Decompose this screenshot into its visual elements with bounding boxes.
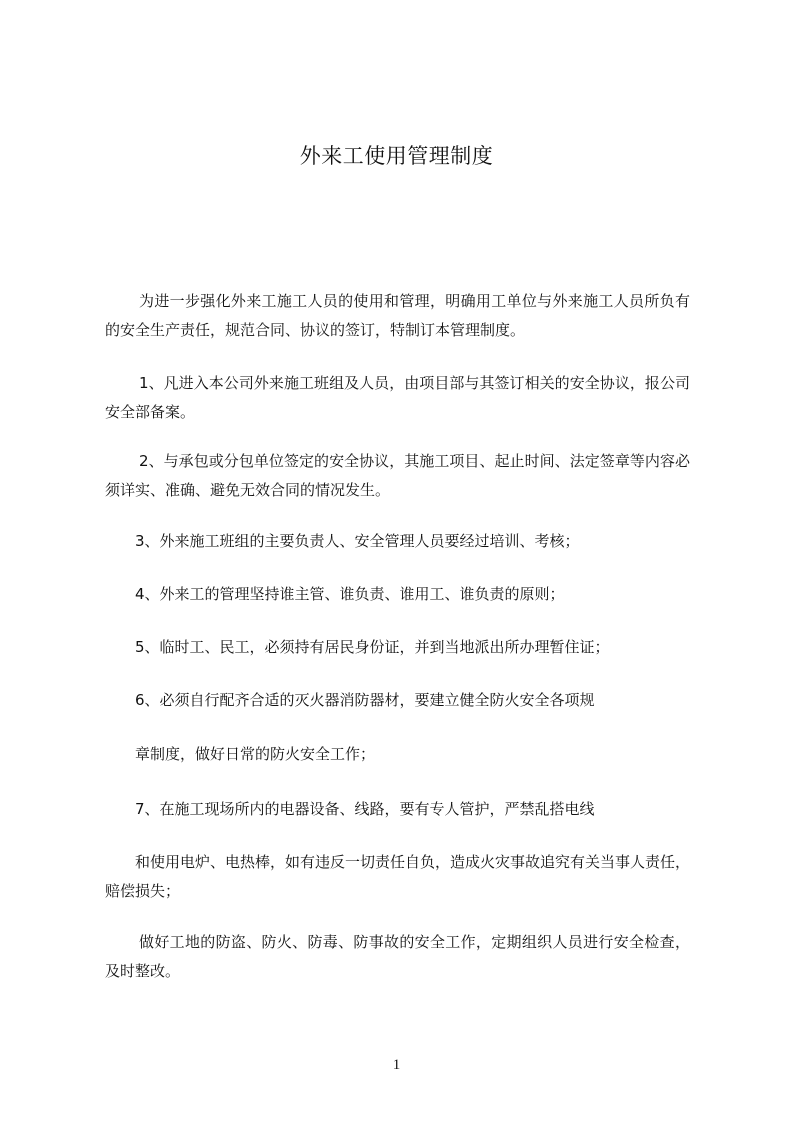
closing-paragraph: 做好工地的防盗、防火、防毒、防事故的安全工作，定期组织人员进行安全检查，及时整改。 xyxy=(105,933,690,980)
clause-6-continuation: 章制度，做好日常的防火安全工作； xyxy=(135,745,376,763)
clause-1-paragraph: 1、凡进入本公司外来施工班组及人员，由项目部与其签订相关的安全协议，报公司安全部备案。 xyxy=(105,374,690,421)
clause-2-paragraph: 2、与承包或分包单位签定的安全协议，其施工项目、起止时间、法定签章等内容必须详实、准确、避免无效合同的情况发生。 xyxy=(105,452,690,499)
clause-5-paragraph: 5、临时工、民工，必须持有居民身份证，并到当地派出所办理暂住证； xyxy=(135,638,610,656)
page-number: 1 xyxy=(392,1057,401,1073)
intro-paragraph: 为进一步强化外来工施工人员的使用和管理，明确用工单位与外来施工人员所负有的安全生产责任，规范合同、协议的签订，特制订本管理制度。 xyxy=(105,292,690,339)
clause-7-continuation: 和使用电炉、电热棒，如有违反一切责任自负，造成火灾事故追究有关当事人责任，赔偿损失； xyxy=(105,853,691,900)
clause-7-paragraph: 7、在施工现场所内的电器设备、线路，要有专人管护，严禁乱搭电线 xyxy=(135,800,595,818)
clause-6-paragraph: 6、必须自行配齐合适的灭火器消防器材，要建立健全防火安全各项规 xyxy=(135,691,595,709)
clause-4-paragraph: 4、外来工的管理坚持谁主管、谁负责、谁用工、谁负责的原则； xyxy=(135,585,565,603)
document-title: 外来工使用管理制度 xyxy=(299,144,494,168)
clause-3-paragraph: 3、外来施工班组的主要负责人、安全管理人员要经过培训、考核； xyxy=(135,532,580,550)
